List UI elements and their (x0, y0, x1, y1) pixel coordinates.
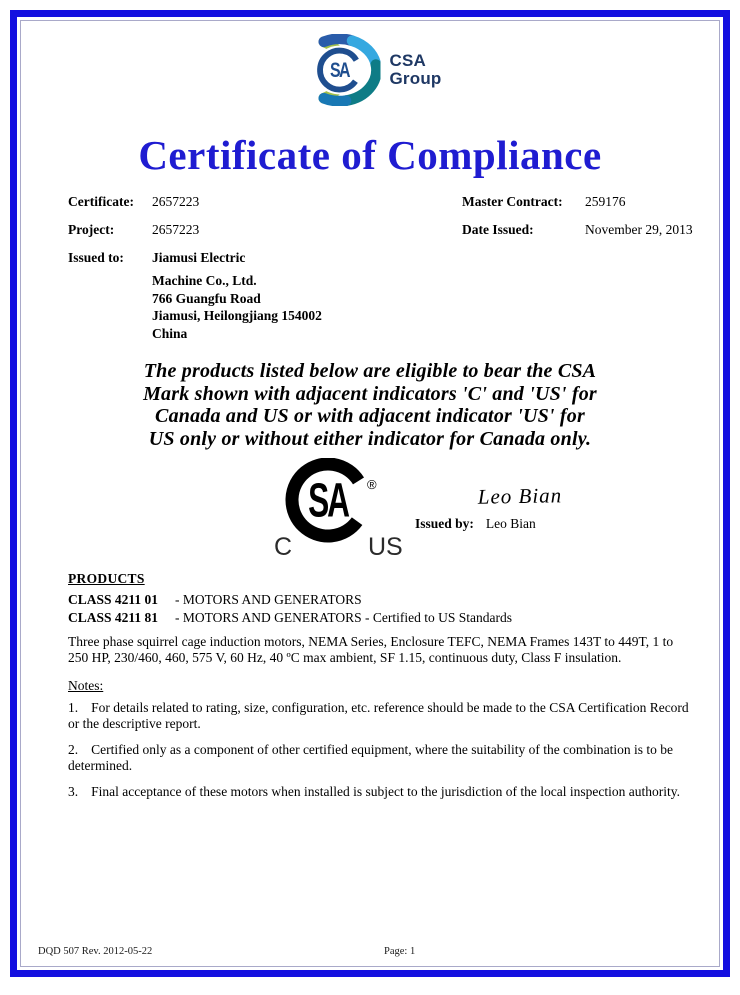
note-number: 3. (68, 784, 79, 799)
csa-group-logo-text (390, 52, 442, 88)
logo-monogram-letters: SA (329, 58, 350, 83)
eligibility-line: The products listed below are eligible to bear the CSA (143, 360, 597, 382)
eligibility-statement (70, 360, 670, 450)
note-item (68, 742, 690, 773)
csa-monogram-icon (266, 458, 416, 558)
issued-to-value: Jiamusi Electric (152, 250, 246, 265)
address-line: Machine Co., Ltd. (152, 273, 257, 288)
class-code: CLASS 4211 81 (68, 610, 159, 625)
logo-text-line2: Group (389, 69, 442, 88)
products-heading: PRODUCTS (68, 571, 145, 586)
date-issued-value: November 29, 2013 (585, 222, 693, 237)
project-value: 2657223 (152, 222, 200, 237)
signature: Leo Bian (477, 483, 563, 509)
eligibility-line: Canada and US or with adjacent indicator 'US' for (155, 405, 585, 427)
class-description: - MOTORS AND GENERATORS - Certified to US Standards (175, 610, 513, 625)
product-class-row (68, 610, 512, 626)
class-code: CLASS 4211 01 (68, 592, 159, 607)
product-class-row (68, 592, 362, 608)
issued-by-value: Leo Bian (485, 516, 536, 531)
note-number: 1. (68, 700, 79, 715)
project-label: Project: (68, 222, 115, 237)
note-text: Certified only as a component of other certified equipment, where the suitability of the combination is to be determined. (68, 742, 673, 773)
master-contract-value: 259176 (585, 194, 626, 209)
address-line: 766 Guangfu Road (152, 290, 261, 306)
note-text: Final acceptance of these motors when installed is subject to the jurisdiction of the local inspection authority. (91, 784, 680, 799)
logo-text-line1: CSA (389, 51, 426, 70)
note-item (68, 784, 690, 800)
note-number: 2. (68, 742, 79, 757)
issued-by-row (415, 516, 536, 532)
footer-page-number: Page: 1 (384, 946, 416, 957)
issued-by-label: Issued by: (415, 516, 474, 531)
issued-to-address (152, 272, 322, 342)
issued-to-label: Issued to: (68, 250, 124, 265)
date-issued-label: Date Issued: (462, 222, 534, 237)
mark-c-indicator: C (274, 533, 293, 558)
page-title: Certificate of Compliance (138, 132, 602, 178)
address-line: China (152, 325, 188, 341)
address-line: Jiamusi, Heilongjiang 154002 (152, 308, 322, 323)
class-description: - MOTORS AND GENERATORS (175, 592, 362, 607)
eligibility-line: Mark shown with adjacent indicators 'C' and 'US' for (143, 382, 597, 405)
certificate-value: 2657223 (152, 194, 200, 209)
certificate-label: Certificate: (68, 194, 134, 209)
csa-group-logo (299, 34, 442, 106)
footer-document-code: DQD 507 Rev. 2012-05-22 (38, 946, 153, 957)
master-contract-label: Master Contract: (462, 194, 563, 209)
registered-trademark-symbol: ® (367, 477, 377, 492)
notes-heading: Notes: (68, 678, 104, 693)
note-text: For details related to rating, size, configuration, etc. reference should be made to the CSA Certification Record or the descriptive report. (68, 700, 689, 731)
mark-us-indicator: US (368, 533, 403, 558)
mark-monogram-letters: SA (308, 472, 348, 528)
product-description: Three phase squirrel cage induction motors, NEMA Series, Enclosure TEFC, NEMA Frames 143T to 449T, 1 to 250 HP, 230/460, 460, 575 V, 60 Hz, 40 ºC max ambient, SF 1.15, continuous duty, Class F insulation. (68, 634, 674, 665)
csa-group-logo-icon (299, 34, 381, 106)
csa-cus-mark (266, 458, 416, 563)
eligibility-line: US only or without either indicator for Canada only. (148, 427, 592, 450)
note-item (68, 700, 690, 731)
